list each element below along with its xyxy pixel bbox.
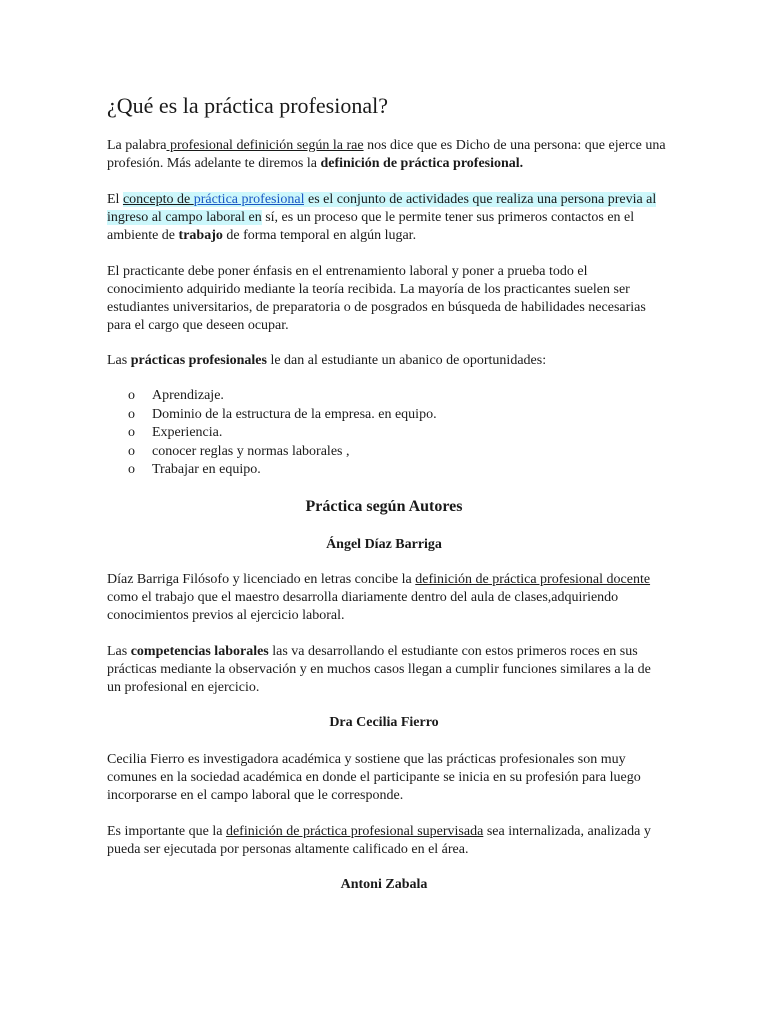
text: Las bbox=[107, 353, 131, 368]
text: La palabra bbox=[107, 138, 167, 153]
author-heading-antoni-zabala: Antoni Zabala bbox=[340, 877, 428, 892]
rae-definition-link[interactable]: profesional definición según la rae bbox=[166, 138, 364, 153]
bullet-icon: o bbox=[128, 425, 135, 441]
paragraph-supervisada bbox=[107, 823, 667, 859]
paragraph-oportunidades bbox=[107, 352, 667, 370]
bold-text: prácticas profesionales bbox=[130, 353, 267, 368]
concept-underline: concepto de bbox=[122, 192, 194, 207]
text: Díaz Barriga Filósofo y licenciado en letras concibe la bbox=[107, 572, 416, 587]
bullet-icon: o bbox=[128, 462, 135, 478]
paragraph-competencias bbox=[107, 643, 667, 697]
text: como el trabajo que el maestro desarrolla diariamente dentro del aula de clases,adquiriendo conocimientos previos al ejercicio laboral. bbox=[107, 590, 619, 623]
section-heading-autores: Práctica según Autores bbox=[305, 498, 463, 515]
list-item bbox=[107, 461, 437, 480]
bullet-icon: o bbox=[128, 443, 135, 459]
paragraph-rae-definition bbox=[107, 137, 667, 173]
bold-text: definición de práctica profesional. bbox=[320, 156, 524, 171]
practica-profesional-link[interactable]: práctica profesional bbox=[193, 192, 305, 207]
list-item bbox=[107, 424, 437, 443]
list-item bbox=[107, 387, 437, 406]
paragraph-diaz-barriga bbox=[107, 571, 667, 625]
practica-docente-link[interactable]: definición de práctica profesional docente bbox=[415, 572, 651, 587]
text: sí, es un proceso que le permite tener sus primeros contactos en el ambiente de bbox=[107, 210, 635, 243]
list-item-text: Experiencia. bbox=[152, 425, 223, 441]
bullet-icon: o bbox=[128, 388, 135, 403]
practica-supervisada-link[interactable]: definición de práctica profesional supervisada bbox=[225, 824, 484, 839]
text: las va desarrollando el estudiante con estos primeros roces en sus prácticas mediante la observación y en muchos casos llegan a cumplir funciones similares a la de un profesional en ejercicio. bbox=[107, 644, 651, 695]
bold-text: competencias laborales bbox=[130, 644, 269, 659]
author-heading-cecilia-fierro: Dra Cecilia Fierro bbox=[329, 715, 439, 730]
text: de forma temporal en algún lugar. bbox=[222, 228, 417, 243]
paragraph-concept bbox=[107, 191, 667, 245]
list-item-text: Trabajar en equipo. bbox=[152, 462, 261, 478]
text: nos dice que es Dicho de una persona: que ejerce una profesión. Más adelante te diremos la bbox=[107, 138, 666, 171]
text: Es importante que la bbox=[107, 824, 226, 839]
bullet-icon: o bbox=[128, 406, 135, 422]
list-item bbox=[107, 406, 437, 425]
list-item-text: conocer reglas y normas laborales , bbox=[152, 443, 350, 459]
highlighted-text: es el conjunto de actividades que realiza una persona previa al ingreso al campo laboral en bbox=[107, 192, 657, 225]
list-item-text: Dominio de la estructura de la empresa. en equipo. bbox=[152, 406, 437, 422]
paragraph-cecilia-fierro: Cecilia Fierro es investigadora académica y sostiene que las prácticas profesionales son muy comunes en la sociedad académica en donde el participante se inicia en su profesión para luego incorporarse en el campo laboral que le corresponde. bbox=[107, 752, 641, 803]
author-heading-diaz-barriga: Ángel Díaz Barriga bbox=[326, 537, 442, 552]
opportunities-list bbox=[107, 387, 437, 480]
list-item bbox=[107, 443, 437, 462]
text: Las bbox=[107, 644, 131, 659]
bold-text: trabajo bbox=[178, 228, 223, 243]
text: sea internalizada, analizada y pueda ser ejecutada por personas altamente calificado en el área. bbox=[107, 824, 651, 857]
paragraph-practicante: El practicante debe poner énfasis en el entrenamiento laboral y poner a prueba todo el conocimiento adquirido mediante la teoría recibida. La mayoría de los practicantes suelen ser estudiantes universitarios, de preparatoria o de posgrados en búsqueda de habilidades necesarias para el cargo que deseen ocupar. bbox=[107, 264, 646, 333]
page-title: ¿Qué es la práctica profesional? bbox=[107, 93, 388, 118]
text: El bbox=[107, 192, 123, 207]
list-item-text: Aprendizaje. bbox=[152, 388, 224, 403]
text: le dan al estudiante un abanico de oportunidades: bbox=[266, 353, 547, 368]
